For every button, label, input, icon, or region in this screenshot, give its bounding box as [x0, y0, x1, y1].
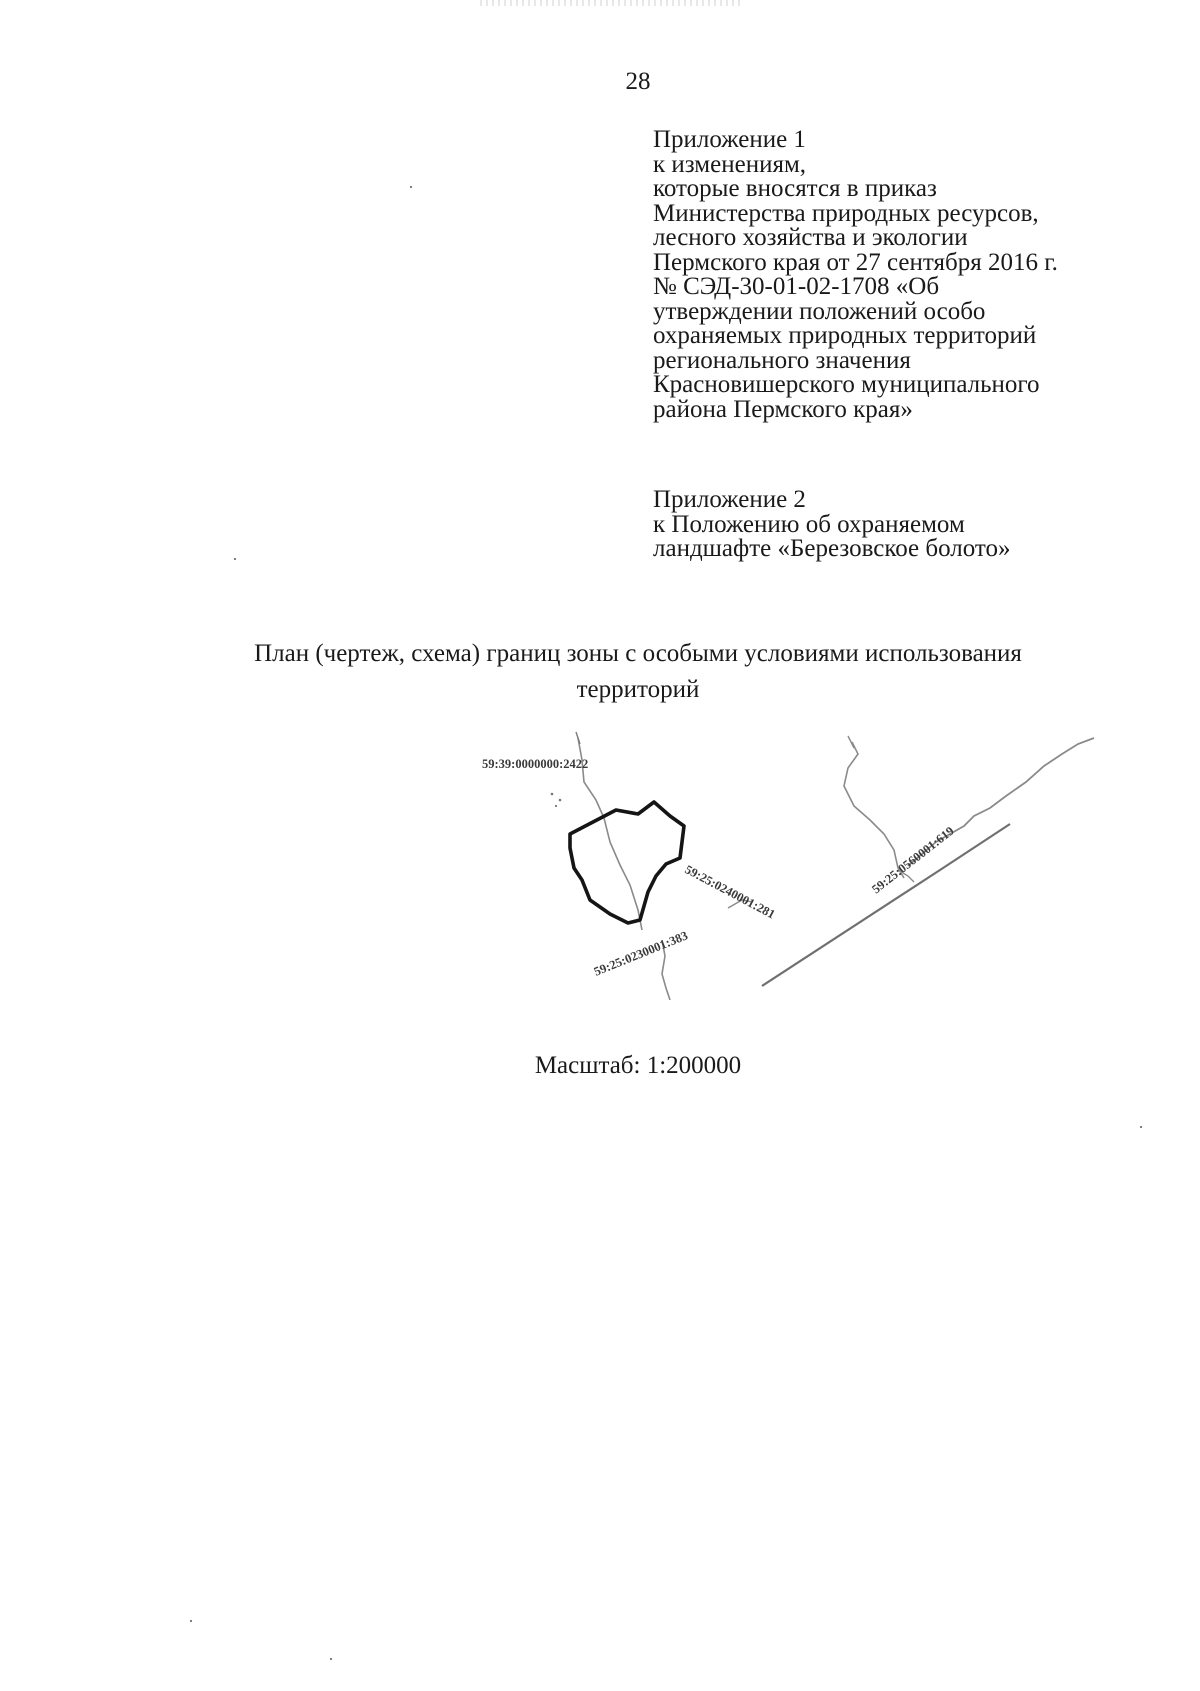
scan-noise: [480, 0, 740, 6]
map-dot: [555, 805, 557, 807]
map-scale: Масштаб: 1:200000: [534, 1052, 742, 1079]
river-tick: [848, 736, 854, 748]
scan-speck: [410, 186, 412, 188]
appendix-1-line: Министерства природных ресурсов,: [653, 199, 1039, 227]
plan-title: [0, 636, 1200, 708]
appendix-2-line: Приложение 2: [653, 486, 806, 513]
appendix-2-line: к Положению об охраняемом: [653, 510, 965, 538]
parcel-label: 59:25:0560001:619: [869, 823, 957, 897]
appendix-1-line: района Пермского края»: [653, 395, 913, 423]
appendix-1-line: охраняемых природных территорий: [653, 322, 1037, 349]
appendix-1-line: утверждении положений особо: [653, 297, 986, 325]
scan-speck: [1140, 1126, 1142, 1128]
appendix-1-line: Приложение 1: [653, 126, 806, 153]
appendix-1-block: [653, 128, 1058, 422]
appendix-1-line: которые вносятся в приказ: [653, 175, 937, 202]
upper-river-line: [844, 742, 904, 878]
scan-speck: [190, 1620, 192, 1622]
boundary-map: [470, 730, 1110, 1000]
appendix-2-line: ландшафте «Березовское болото»: [653, 535, 1011, 562]
appendix-1-line: лесного хозяйства и экологии: [653, 224, 968, 251]
page-number: 28: [625, 68, 651, 95]
protected-area-boundary: [570, 802, 684, 923]
road-line: [762, 824, 1010, 986]
appendix-1-line: регионального значения: [653, 346, 911, 374]
appendix-1-line: № СЭД-30-01-02-1708 «Об: [653, 273, 940, 300]
scan-speck: [330, 1658, 332, 1660]
parcel-label: 59:25:0240001:281: [682, 862, 778, 922]
map-dot: [551, 793, 554, 796]
appendix-1-line: Пермского края от 27 сентября 2016 г.: [653, 248, 1058, 276]
parcel-label: 59:25:0230001:383: [591, 928, 690, 979]
scan-speck: [234, 558, 236, 560]
parcel-label: 59:39:0000000:2422: [482, 757, 589, 771]
appendix-1-line: Красновишерского муниципального: [653, 371, 1040, 398]
appendix-1-line: к изменениям,: [653, 150, 807, 178]
plan-title-line-2: территорий: [576, 676, 700, 703]
plan-title-line-1: План (чертеж, схема) границ зоны с особыми условиями использования: [254, 640, 1022, 667]
map-dot: [559, 799, 562, 802]
appendix-2-block: [653, 488, 1010, 562]
